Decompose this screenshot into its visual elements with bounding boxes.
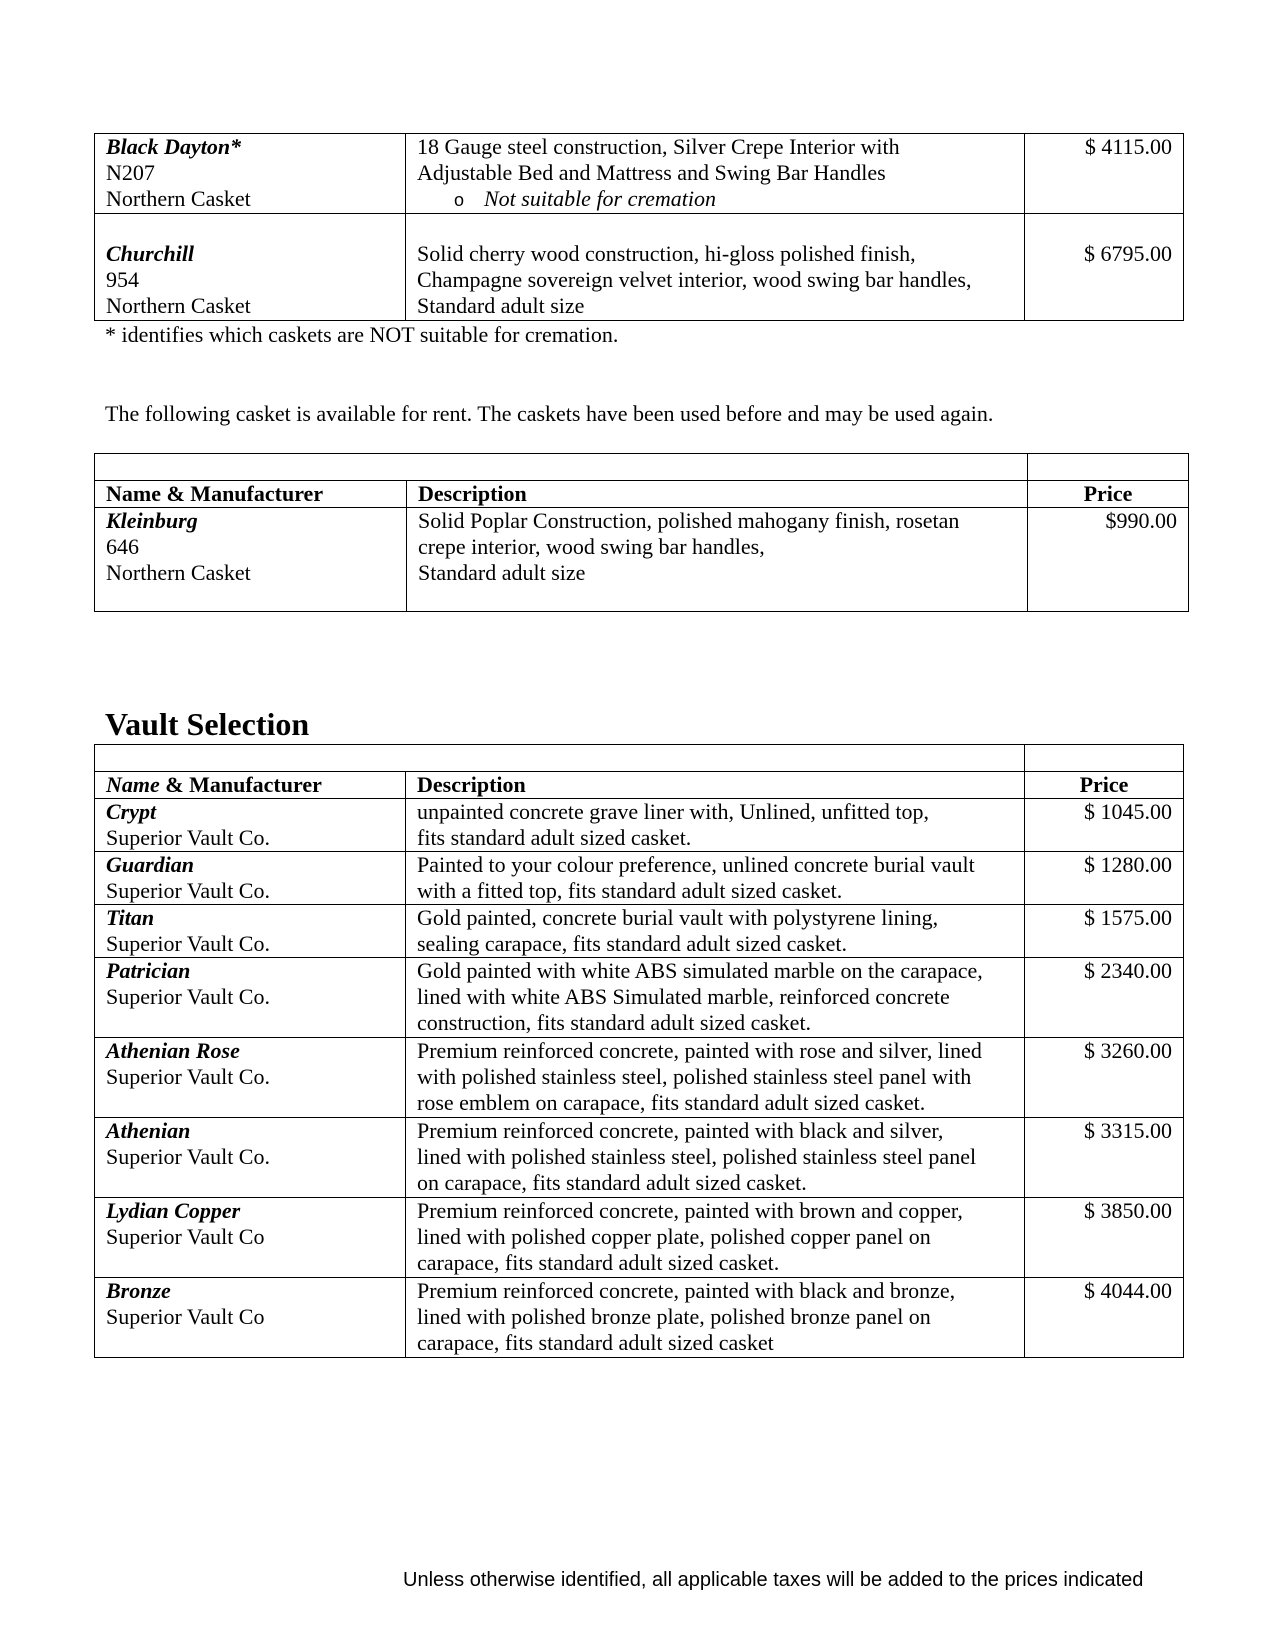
header-name-manufacturer [95,772,406,799]
casket-model: N207 [106,160,155,185]
table-row [95,799,1184,852]
vault-manufacturer: Superior Vault Co. [106,931,270,956]
description-line: Standard adult size [418,560,586,585]
description-line: unpainted concrete grave liner with, Unlined, unfitted top, [417,799,929,824]
price-cell: $ 3315.00 [1025,1118,1184,1198]
description-cell [406,134,1025,214]
casket-name: Black Dayton* [106,134,242,159]
table-blank-row [95,745,1184,772]
description-line: on carapace, fits standard adult sized casket. [417,1170,807,1195]
vault-table-body [95,799,1184,1358]
table-row [95,905,1184,958]
price-cell: $ 1280.00 [1025,852,1184,905]
description-line: Gold painted, concrete burial vault with polystyrene lining, [417,905,939,930]
table-row [95,852,1184,905]
description-line: sealing carapace, fits standard adult sized casket. [417,931,848,956]
price-cell: $ 2340.00 [1025,958,1184,1038]
price-cell: $ 6795.00 [1025,214,1184,321]
vault-name: Lydian Copper [106,1198,241,1223]
casket-name: Churchill [106,241,195,266]
description-line: 18 Gauge steel construction, Silver Crepe Interior with [417,134,900,159]
description-line: lined with polished copper plate, polished copper panel on [417,1224,931,1249]
casket-model: 646 [106,534,139,559]
description-line: with a fitted top, fits standard adult sized casket. [417,878,843,903]
name-manufacturer-cell [95,1038,406,1118]
description-cell [406,852,1025,905]
casket-manufacturer: Northern Casket [106,186,251,211]
description-line: fits standard adult sized casket. [417,825,692,850]
name-manufacturer-cell [95,508,407,612]
header-description: Description [407,481,1028,508]
header-price: Price [1028,481,1189,508]
blank-cell [95,454,1028,481]
description-line: construction, fits standard adult sized casket. [417,1010,812,1035]
vault-name: Athenian Rose [106,1038,240,1063]
description-cell [406,1038,1025,1118]
vault-name: Guardian [106,852,195,877]
description-line: with polished stainless steel, polished stainless steel panel with [417,1064,972,1089]
vault-manufacturer: Superior Vault Co [106,1304,265,1329]
table-row [95,1038,1184,1118]
name-manufacturer-cell [95,214,406,321]
vault-manufacturer: Superior Vault Co. [106,1144,270,1169]
description-line: lined with white ABS Simulated marble, reinforced concrete [417,984,950,1009]
table-row [95,214,1184,321]
price-cell: $ 4115.00 [1025,134,1184,214]
blank-cell [95,745,1025,772]
header-price: Price [1025,772,1184,799]
cremation-warning-text: Not suitable for cremation [484,186,717,211]
table-row [95,1278,1184,1358]
rent-table [94,453,1189,612]
description-cell [406,214,1025,321]
name-manufacturer-cell [95,1118,406,1198]
table-blank-row [95,454,1189,481]
casket-manufacturer: Northern Casket [106,560,251,585]
vault-name: Titan [106,905,155,930]
vault-name: Athenian [106,1118,191,1143]
table-row [95,508,1189,612]
name-manufacturer-cell [95,134,406,214]
description-line: crepe interior, wood swing bar handles, [418,534,765,559]
description-line: Premium reinforced concrete, painted with rose and silver, lined [417,1038,982,1063]
header-name-manufacturer: Name & Manufacturer [95,481,407,508]
casket-model: 954 [106,267,139,292]
description-line: Premium reinforced concrete, painted with black and silver, [417,1118,944,1143]
description-line: carapace, fits standard adult sized casket [417,1330,774,1355]
description-line: lined with polished stainless steel, polished stainless steel panel [417,1144,977,1169]
vault-table [94,744,1184,1358]
cremation-note: * identifies which caskets are NOT suitable for cremation. [105,322,619,347]
vault-name: Crypt [106,799,157,824]
vault-manufacturer: Superior Vault Co [106,1224,265,1249]
table-row [95,1198,1184,1278]
name-manufacturer-cell [95,1198,406,1278]
header-name-word: Name [106,772,160,797]
casket-table [94,133,1184,321]
table-row [95,958,1184,1038]
price-cell: $ 3850.00 [1025,1198,1184,1278]
price-cell: $ 1045.00 [1025,799,1184,852]
description-line: Solid cherry wood construction, hi-gloss polished finish, [417,241,916,266]
cremation-warning-item [417,186,1014,213]
description-cell [406,1278,1025,1358]
rent-intro: The following casket is available for rent. The caskets have been used before and may be used again. [105,401,994,426]
description-line: rose emblem on carapace, fits standard adult sized casket. [417,1090,926,1115]
blank-cell [1025,745,1184,772]
description-line: Premium reinforced concrete, painted with brown and copper, [417,1198,963,1223]
description-cell [406,1198,1025,1278]
vault-manufacturer: Superior Vault Co. [106,984,270,1009]
description-cell [406,905,1025,958]
vault-manufacturer: Superior Vault Co. [106,1064,270,1089]
blank-cell [1028,454,1189,481]
table-row [95,1118,1184,1198]
description-line: Premium reinforced concrete, painted with black and bronze, [417,1278,956,1303]
header-manufacturer-word: & Manufacturer [159,772,322,797]
footer-tax-note: Unless otherwise identified, all applicable taxes will be added to the prices indicated [403,1569,1144,1591]
name-manufacturer-cell [95,958,406,1038]
description-line: carapace, fits standard adult sized casket. [417,1250,780,1275]
description-cell [406,958,1025,1038]
table-header-row [95,481,1189,508]
vault-name: Bronze [106,1278,171,1303]
vault-selection-heading: Vault Selection [105,706,310,742]
description-line: Gold painted with white ABS simulated marble on the carapace, [417,958,983,983]
description-cell [406,1118,1025,1198]
price-cell: $ 1575.00 [1025,905,1184,958]
description-line: Standard adult size [417,293,585,318]
description-line: Champagne sovereign velvet interior, wood swing bar handles, [417,267,972,292]
name-manufacturer-cell [95,905,406,958]
vault-manufacturer: Superior Vault Co. [106,825,270,850]
table-row [95,134,1184,214]
description-cell [407,508,1028,612]
bullet-icon: o [454,190,465,210]
casket-name: Kleinburg [106,508,198,533]
price-cell: $ 3260.00 [1025,1038,1184,1118]
name-manufacturer-cell [95,1278,406,1358]
description-line: Painted to your colour preference, unlined concrete burial vault [417,852,975,877]
vault-manufacturer: Superior Vault Co. [106,878,270,903]
name-manufacturer-cell [95,799,406,852]
casket-manufacturer: Northern Casket [106,293,251,318]
header-description: Description [406,772,1025,799]
description-line: lined with polished bronze plate, polished bronze panel on [417,1304,931,1329]
price-cell: $ 4044.00 [1025,1278,1184,1358]
table-header-row [95,772,1184,799]
vault-name: Patrician [106,958,191,983]
name-manufacturer-cell [95,852,406,905]
description-line: Solid Poplar Construction, polished mahogany finish, rosetan [418,508,960,533]
description-line: Adjustable Bed and Mattress and Swing Bar Handles [417,160,886,185]
description-cell [406,799,1025,852]
price-cell: $990.00 [1028,508,1189,612]
